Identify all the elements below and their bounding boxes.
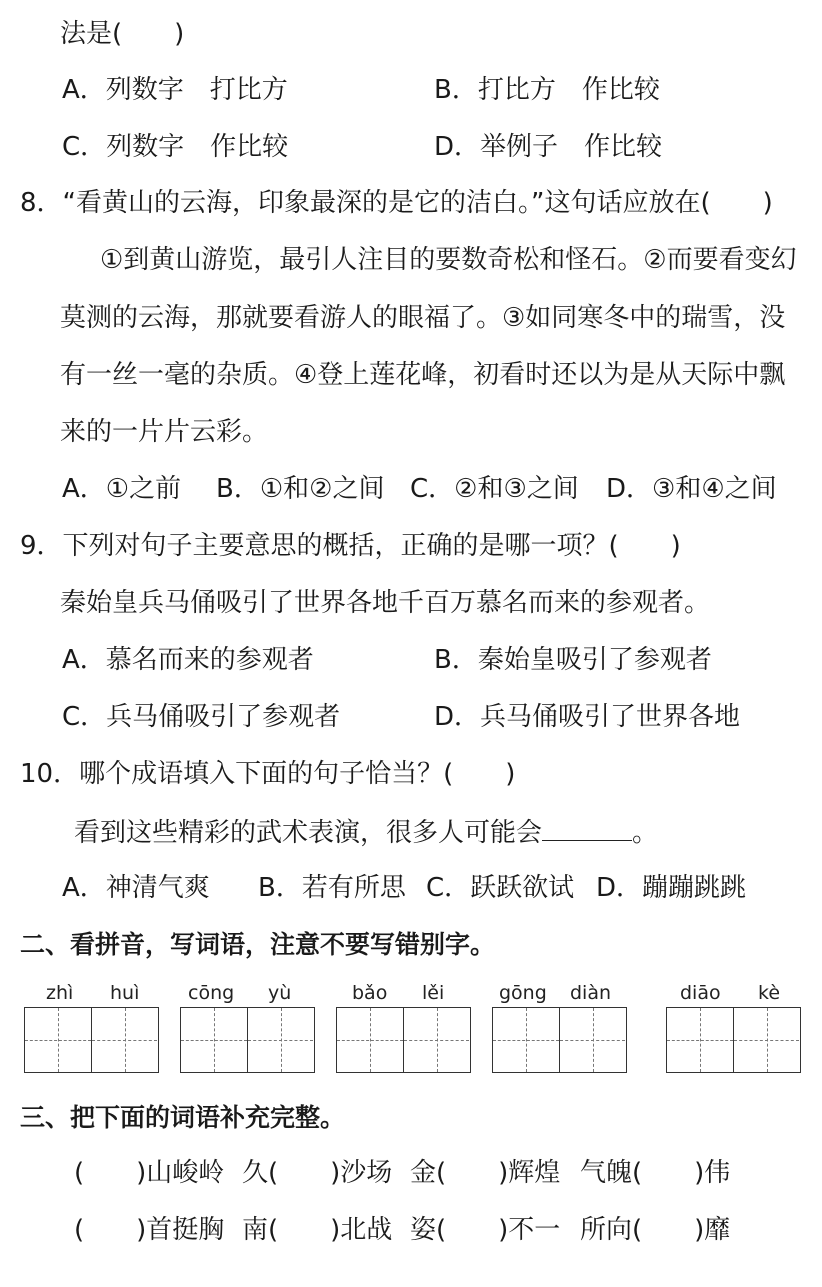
pinyin: diāo: [680, 982, 721, 1004]
writing-cell[interactable]: [337, 1008, 403, 1072]
writing-grid[interactable]: [180, 1007, 315, 1073]
pinyin: yù: [268, 982, 292, 1004]
q10-stem: 10．哪个成语填入下面的句子恰当？( ): [20, 759, 516, 789]
section3-title: 三、把下面的词语补充完整。: [20, 1103, 346, 1132]
writing-cell[interactable]: [403, 1008, 469, 1072]
q10-option-c[interactable]: C．跃跃欲试: [426, 873, 575, 903]
q9-stem: 9．下列对句子主要意思的概括，正确的是哪一项？( ): [20, 531, 681, 561]
q8-passage-line: 莫测的云海，那就要看游人的眼福了。③如同寒冬中的瑞雪，没: [60, 303, 786, 333]
q8-passage-line: ①到黄山游览，最引人注目的要数奇松和怪石。②而要看变幻: [100, 245, 797, 275]
idiom-item[interactable]: 气魄( )伟: [580, 1158, 731, 1188]
idiom-item[interactable]: ( )首挺胸: [74, 1215, 225, 1245]
q9-option-a[interactable]: A．慕名而来的参观者: [62, 645, 314, 675]
pinyin: diàn: [570, 982, 612, 1004]
writing-cell[interactable]: [493, 1008, 559, 1072]
q9-sentence: 秦始皇兵马俑吸引了世界各地千百万慕名而来的参观者。: [60, 588, 711, 618]
q7-tail: 法是( ): [60, 19, 185, 49]
writing-grid[interactable]: [336, 1007, 471, 1073]
writing-cell[interactable]: [25, 1008, 91, 1072]
q8-stem: 8．“看黄山的云海，印象最深的是它的洁白。”这句话应放在( ): [20, 188, 773, 218]
pinyin: kè: [758, 982, 781, 1004]
q8-option-d[interactable]: D．③和④之间: [606, 474, 777, 504]
idiom-item[interactable]: 姿( )不一: [410, 1215, 561, 1245]
writing-cell[interactable]: [247, 1008, 313, 1072]
writing-cell[interactable]: [667, 1008, 733, 1072]
q10-option-a[interactable]: A．神清气爽: [62, 873, 210, 903]
writing-grid[interactable]: [666, 1007, 801, 1073]
idiom-item[interactable]: 所向( )靡: [580, 1215, 731, 1245]
writing-cell[interactable]: [181, 1008, 247, 1072]
pinyin: bǎo: [352, 982, 388, 1004]
q9-option-c[interactable]: C．兵马俑吸引了参观者: [62, 702, 341, 732]
q7-option-b[interactable]: B．打比方 作比较: [434, 75, 660, 105]
answer-blank[interactable]: [542, 814, 632, 841]
pinyin: zhì: [46, 982, 74, 1004]
q8-option-b[interactable]: B．①和②之间: [216, 474, 385, 504]
section2-title: 二、看拼音，写词语，注意不要写错别字。: [20, 930, 496, 959]
q10-option-b[interactable]: B．若有所思: [258, 873, 406, 903]
pinyin: huì: [110, 982, 140, 1004]
q8-passage-line: 来的一片片云彩。: [60, 417, 269, 447]
idiom-item[interactable]: 久( )沙场: [242, 1158, 393, 1188]
q10-sentence: [74, 814, 658, 850]
writing-cell[interactable]: [559, 1008, 625, 1072]
idiom-item[interactable]: ( )山峻岭: [74, 1158, 225, 1188]
q7-option-d[interactable]: D．举例子 作比较: [434, 132, 663, 162]
q8-passage-line: 有一丝一毫的杂质。④登上莲花峰，初看时还以为是从天际中飘: [60, 360, 786, 390]
q10-sentence-text: 看到这些精彩的武术表演，很多人可能会: [74, 818, 543, 848]
pinyin: lěi: [422, 982, 445, 1004]
writing-grid[interactable]: [24, 1007, 159, 1073]
q7-option-c[interactable]: C．列数字 作比较: [62, 132, 289, 162]
q9-option-b[interactable]: B．秦始皇吸引了参观者: [434, 645, 712, 675]
q7-option-a[interactable]: A．列数字 打比方: [62, 75, 288, 105]
pinyin: cōng: [188, 982, 235, 1004]
q10-sentence-end: 。: [632, 818, 659, 848]
q8-option-a[interactable]: A．①之前: [62, 474, 182, 504]
writing-grid[interactable]: [492, 1007, 627, 1073]
writing-cell[interactable]: [91, 1008, 157, 1072]
q10-option-d[interactable]: D．蹦蹦跳跳: [596, 873, 747, 903]
q8-option-c[interactable]: C．②和③之间: [410, 474, 579, 504]
writing-cell[interactable]: [733, 1008, 799, 1072]
idiom-item[interactable]: 金( )辉煌: [410, 1158, 561, 1188]
q9-option-d[interactable]: D．兵马俑吸引了世界各地: [434, 702, 741, 732]
pinyin: gōng: [499, 982, 547, 1004]
idiom-item[interactable]: 南( )北战: [242, 1215, 393, 1245]
